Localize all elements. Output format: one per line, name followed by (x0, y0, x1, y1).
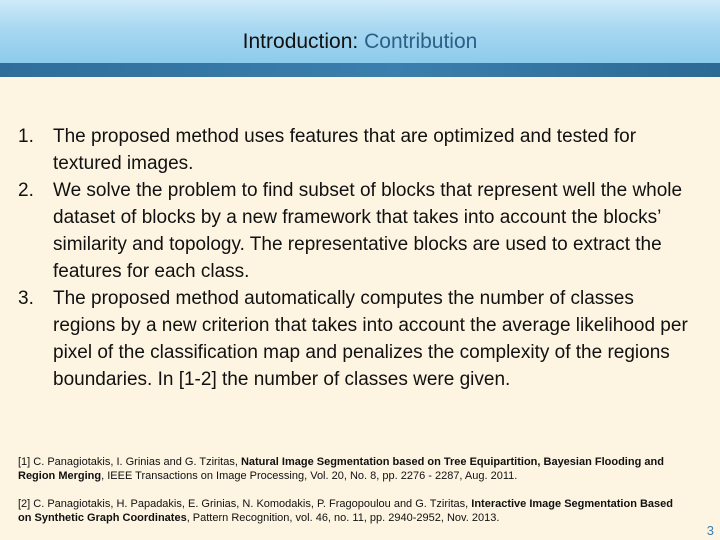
slide-title-accent: Contribution (364, 30, 478, 53)
reference-title: Natural Image Segmentation based on Tree Equipartition, Bayesian Flooding and Region Merging (18, 456, 664, 482)
contribution-item (18, 177, 698, 285)
slide-header (0, 0, 720, 63)
contribution-item (18, 123, 698, 177)
contribution-text: The proposed method uses features that are optimized and tested for textured images. (53, 126, 637, 174)
reference-venue: , IEEE Transactions on Image Processing, Vol. 20, No. 8, pp. 2276 - 2287, Aug. 2011. (101, 470, 518, 482)
contribution-number: 1. (18, 126, 34, 147)
reference-authors: [1] C. Panagiotakis, I. Grinias and G. Tziritas, (18, 456, 241, 468)
reference-1 (18, 455, 678, 483)
contribution-number: 2. (18, 180, 34, 201)
contribution-text: We solve the problem to find subset of blocks that represent well the whole dataset of blocks by a new framework that takes into account the blocks’ similarity and topology. The representative blocks are used to extract the features for each class. (53, 180, 683, 282)
reference-authors: [2] C. Panagiotakis, H. Papadakis, E. Grinias, N. Komodakis, P. Fragopoulou and G. Tziritas, (18, 498, 472, 510)
header-divider-bar (0, 63, 720, 77)
slide-title-main: Introduction: (242, 30, 359, 53)
contribution-item (18, 285, 698, 393)
contribution-text: The proposed method automatically computes the number of classes regions by a new criterion that takes into account the average likelihood per pixel of the classification map and penalizes the complexity of the regions boundaries. In [1-2] the number of classes were given. (53, 288, 688, 390)
slide-body (0, 77, 720, 540)
contribution-number: 3. (18, 288, 34, 309)
slide-title (0, 30, 720, 54)
reference-title: Interactive Image Segmentation Based on Synthetic Graph Coordinates (18, 498, 673, 524)
reference-2 (18, 497, 678, 525)
reference-venue: , Pattern Recognition, vol. 46, no. 11, pp. 2940-2952, Nov. 2013. (186, 512, 500, 524)
contribution-list (18, 123, 698, 393)
page-number: 3 (706, 523, 714, 538)
